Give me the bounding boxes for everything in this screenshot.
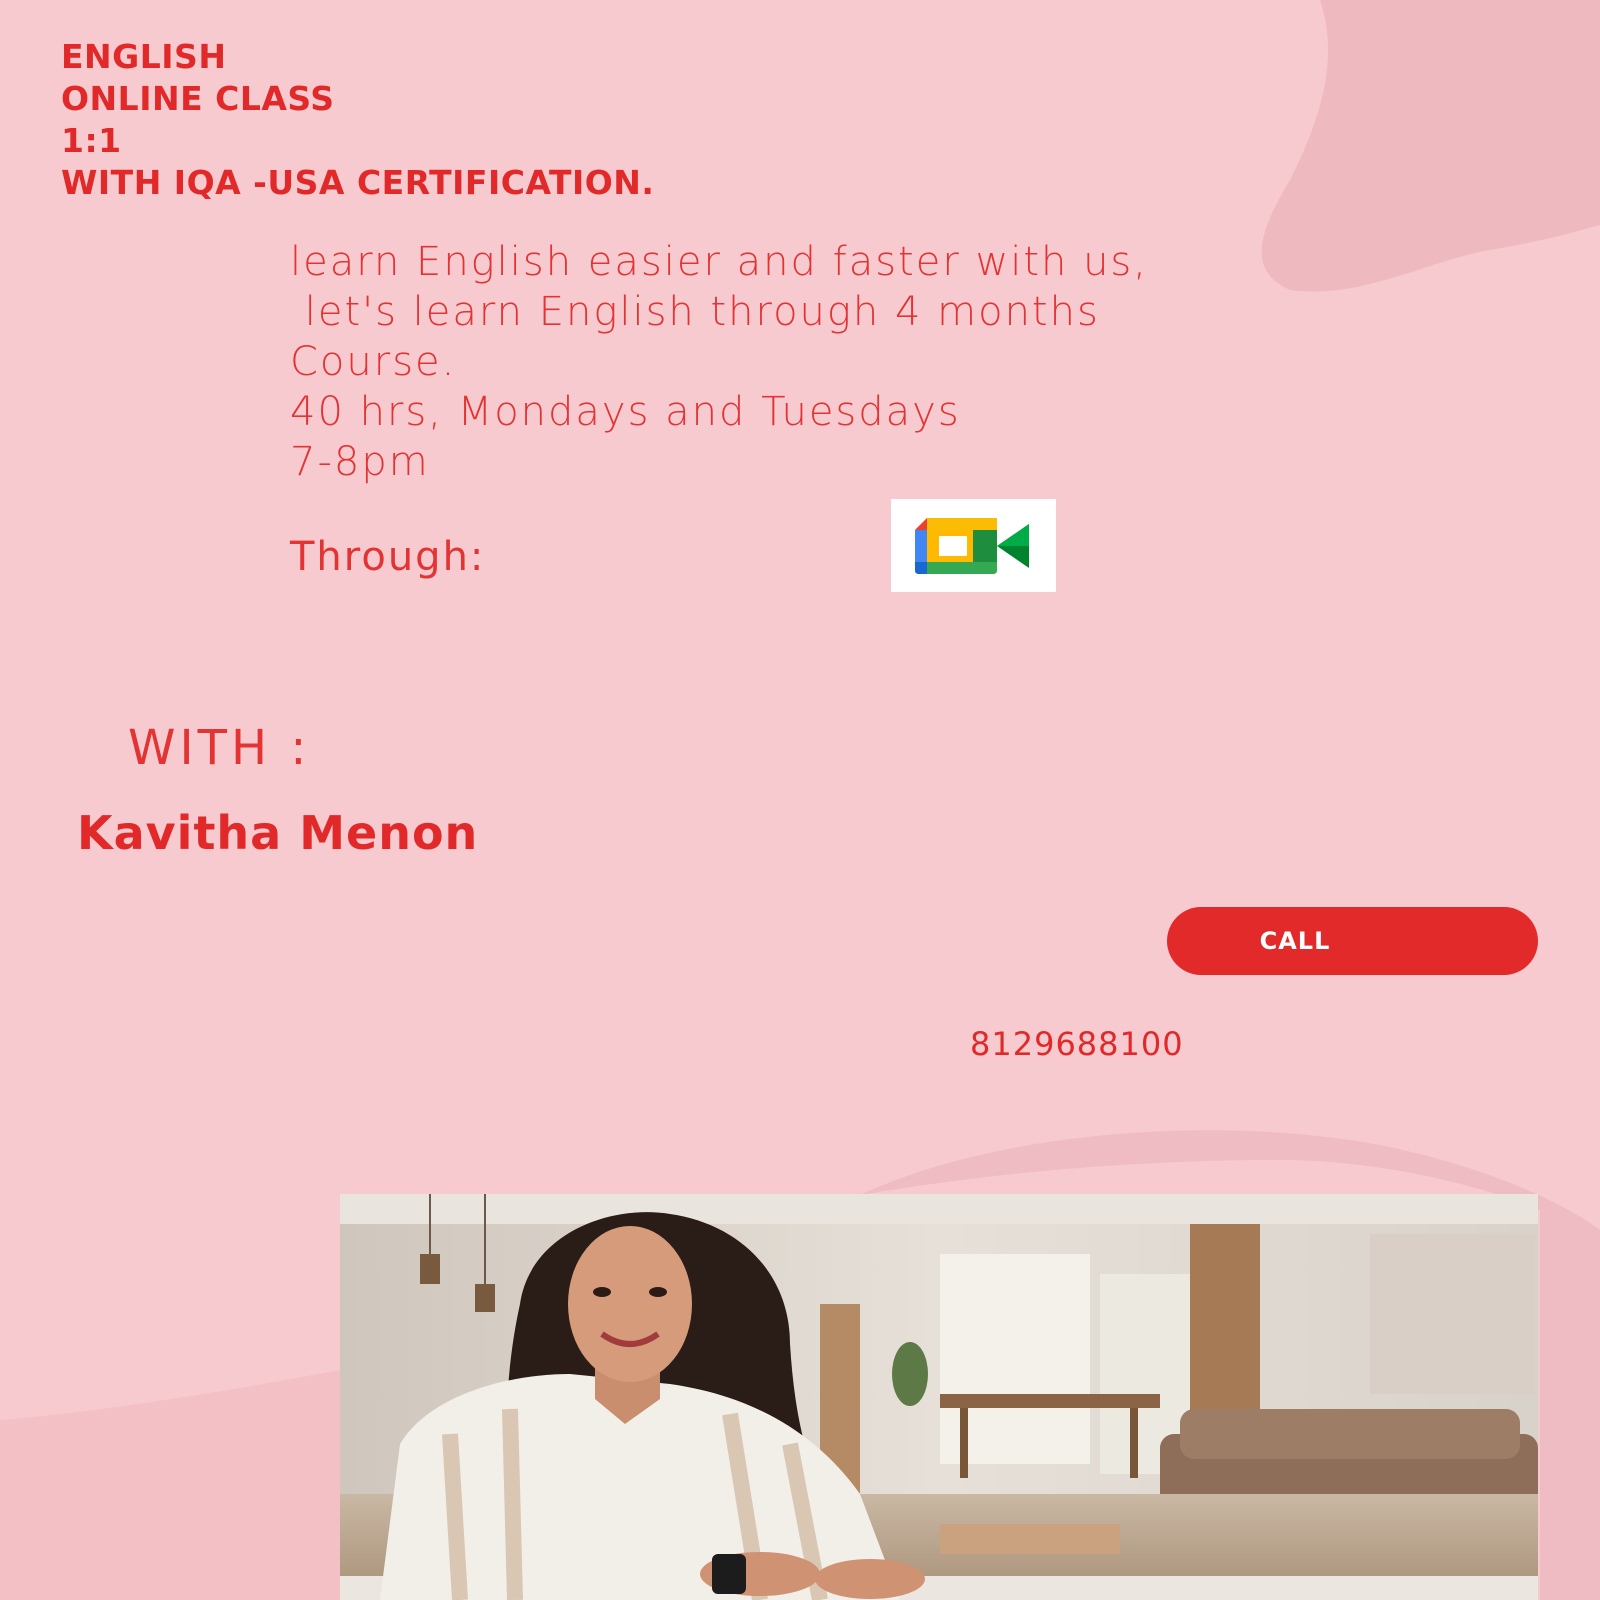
call-button-label: CALL xyxy=(1259,927,1331,955)
description-line-5: 7-8pm xyxy=(290,439,430,485)
teacher-photo xyxy=(340,1194,1538,1600)
top-right-blob xyxy=(1262,0,1600,292)
headline-line-3: 1:1 xyxy=(61,121,122,160)
headline-line-2: ONLINE CLASS xyxy=(61,79,335,118)
headline-line-4: WITH IQA -USA CERTIFICATION. xyxy=(61,163,655,202)
phone-number: 8129688100 xyxy=(970,1025,1184,1063)
call-button[interactable] xyxy=(1167,907,1538,975)
description-line-4: 40 hrs, Mondays and Tuesdays xyxy=(290,389,961,435)
google-meet-icon xyxy=(891,499,1056,592)
headline xyxy=(61,36,654,204)
description-line-3: Course. xyxy=(290,339,457,385)
headline-line-1: ENGLISH xyxy=(61,37,227,76)
through-label: Through: xyxy=(290,534,486,580)
course-description xyxy=(290,237,1148,487)
bottom-left-blob xyxy=(0,1370,340,1600)
teacher-name: Kavitha Menon xyxy=(77,806,479,860)
description-line-1: learn English easier and faster with us, xyxy=(290,239,1148,285)
with-label: WITH : xyxy=(128,720,311,776)
description-line-2: let's learn English through 4 months xyxy=(290,289,1100,335)
